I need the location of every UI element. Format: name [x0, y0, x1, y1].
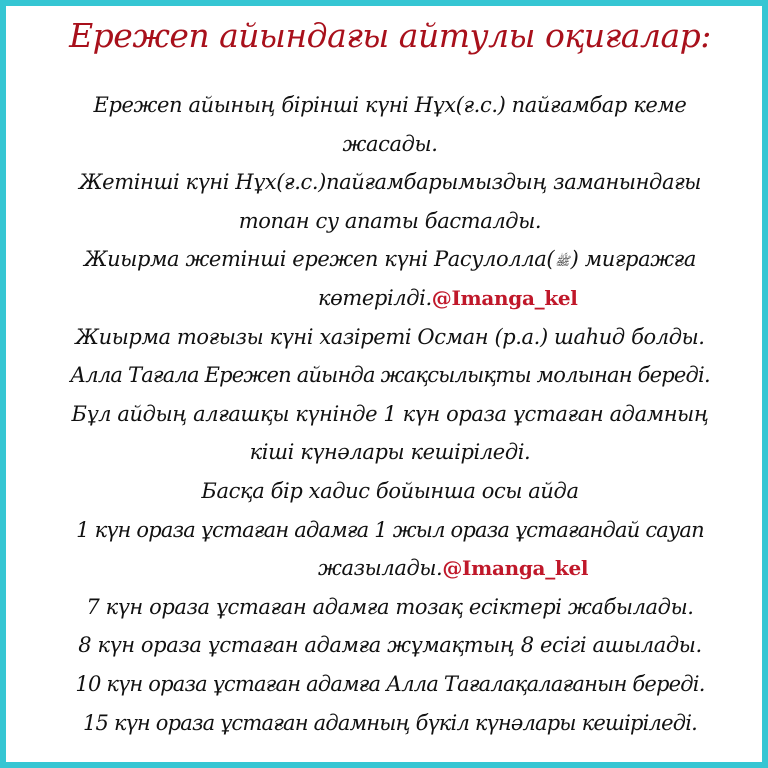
text-line-5-start: Жиырма жетінші ережеп күні Расулолла(: [83, 247, 555, 272]
text-line-5: [12, 240, 768, 279]
text-line-13-text: жазылады.: [318, 556, 443, 581]
text-line-5-end: ) миғражға: [570, 247, 697, 272]
handle-watermark: @Imanga_kel: [442, 556, 589, 581]
salawat-calligraphy: ﷺ: [555, 253, 570, 268]
text-line-6-text: көтерілді.: [318, 285, 432, 310]
text-line-1: Ережеп айының бірінші күні Нұх(ғ.с.) пайғамбар кеме: [93, 93, 687, 117]
text-line-2: жасады.: [342, 131, 438, 156]
page-title: Ережеп айындағы айтулы оқиғалар:: [69, 16, 711, 55]
text-line-3: Жетінші күні Нұх(ғ.с.)пайғамбарымыздың заманындағы: [78, 170, 701, 195]
handle-watermark: @Imanga_kel: [431, 285, 578, 310]
text-line-4: топан су апаты басталды.: [238, 208, 542, 233]
text-line-17: 15 күн ораза ұстаған адамның бүкіл күнәлары кешіріледі.: [82, 710, 698, 735]
text-line-15: 8 күн ораза ұстаған адамға жұмақтың 8 есігі ашылады.: [78, 633, 702, 658]
text-line-12: 1 күн ораза ұстаған адамға 1 жыл ораза ұстағандай сауап: [76, 517, 704, 542]
text-body: [12, 86, 768, 742]
text-line-11: Басқа бір хадис бойынша осы айда: [201, 478, 579, 503]
text-line-7: Жиырма тоғызы күні хазіреті Осман (р.а.) шаһид болды.: [75, 324, 705, 349]
text-line-9: Бұл айдың алғашқы күнінде 1 күн ораза ұстаған адамның: [71, 401, 709, 426]
text-line-14: 7 күн ораза ұстаған адамға тозақ есіктері жабылады.: [86, 594, 694, 619]
text-line-13: [12, 549, 768, 588]
text-line-8: Алла Тағала Ережеп айында жақсылықты молынан береді.: [70, 363, 710, 388]
text-line-16: 10 күн ораза ұстаған адамға Алла Тағалақалағанын береді.: [75, 671, 705, 696]
text-line-10: кіші күнәлары кешіріледі.: [249, 440, 531, 465]
text-line-6: [12, 279, 768, 318]
